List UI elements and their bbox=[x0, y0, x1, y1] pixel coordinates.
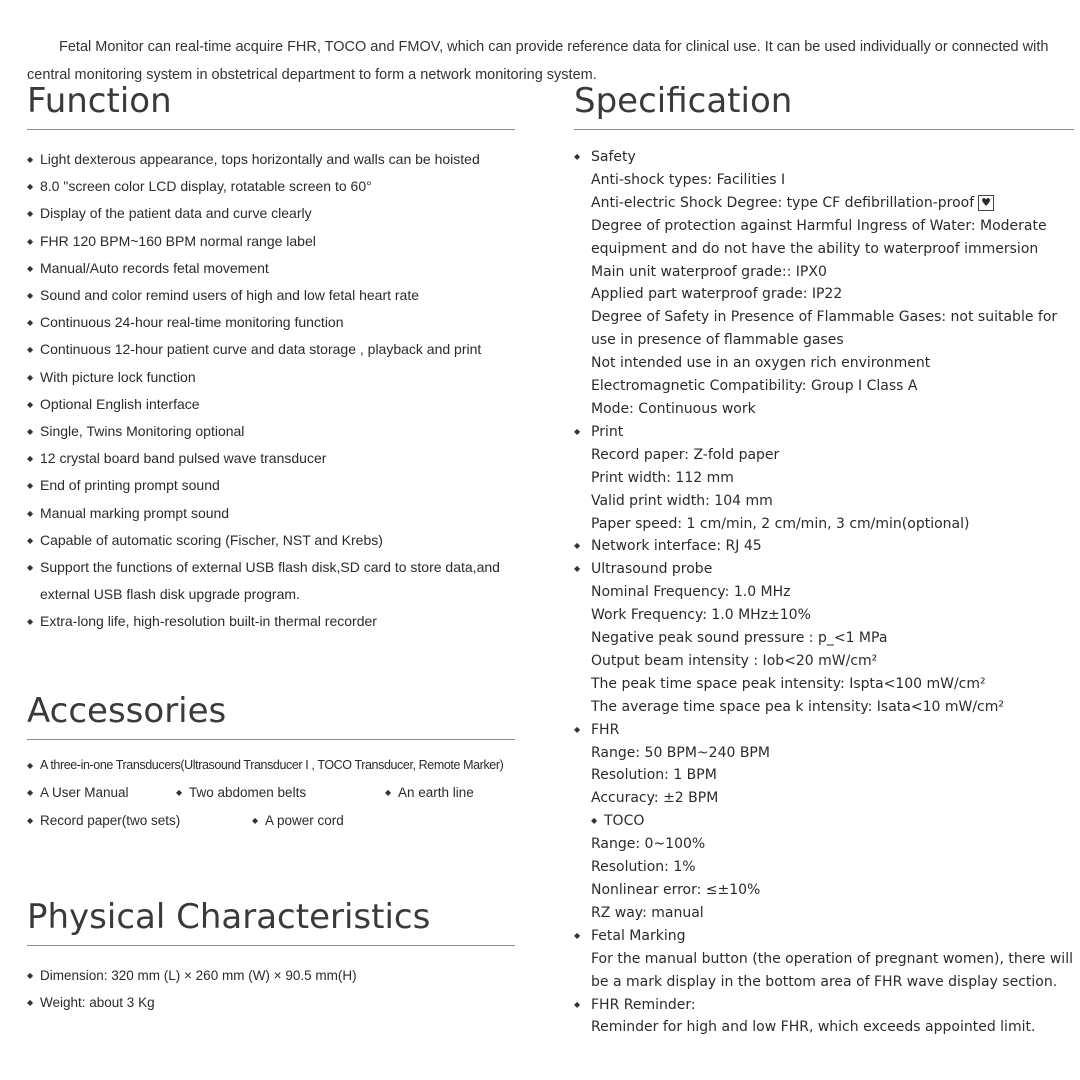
list-item: ◆ Continuous 24-hour real-time monitoring function bbox=[27, 309, 515, 336]
spec-line: Mode: Continuous work bbox=[591, 400, 756, 417]
spec-line-text: Anti-electric Shock Degree: type CF defibrillation-proof bbox=[591, 194, 975, 211]
specification-heading: Specification bbox=[574, 78, 1074, 130]
spec-line: Negative peak sound pressure : p_<1 MPa bbox=[591, 630, 888, 647]
spec-line: Paper speed: 1 cm/min, 2 cm/min, 3 cm/min(optional) bbox=[591, 515, 970, 532]
list-item: ◆ FHR 120 BPM~160 BPM normal range label bbox=[27, 228, 515, 255]
physical-list bbox=[27, 962, 515, 1016]
list-item: ◆ Display of the patient data and curve clearly bbox=[27, 200, 515, 227]
spec-line: The peak time space peak intensity: Ispta<100 mW/cm² bbox=[591, 675, 986, 692]
spec-line: Nonlinear error: ≤±10% bbox=[591, 882, 761, 898]
specification-list bbox=[574, 146, 1074, 1039]
spec-line: Anti-shock types: Facilities I bbox=[591, 171, 786, 188]
list-item: ◆ Manual marking prompt sound bbox=[27, 500, 515, 527]
list-item: ◆ Manual/Auto records fetal movement bbox=[27, 255, 515, 282]
spec-line: The average time space pea k intensity: Isata<10 mW/cm² bbox=[591, 698, 1004, 715]
spec-line: RZ way: manual bbox=[591, 904, 704, 921]
list-item: ◆ A three-in-one Transducers(Ultrasound Transducer I , TOCO Transducer, Remote Marker) bbox=[27, 752, 503, 780]
spec-line: Work Frequency: 1.0 MHz±10% bbox=[591, 607, 811, 624]
physical-heading: Physical Characteristics bbox=[27, 894, 515, 946]
spec-line: Print width: 112 mm bbox=[591, 469, 734, 486]
spec-line: Range: 50 BPM~240 BPM bbox=[591, 744, 770, 761]
list-item: ◆ Continuous 12-hour patient curve and data storage , playback and print bbox=[27, 336, 515, 363]
list-item: ◆ 12 crystal board band pulsed wave transducer bbox=[27, 445, 515, 472]
spec-toco-label: ◆ TOCO bbox=[574, 810, 1074, 833]
list-item: ◆ End of printing prompt sound bbox=[27, 472, 515, 499]
spec-line: Resolution: 1% bbox=[591, 859, 696, 876]
accessories-row bbox=[27, 779, 515, 807]
list-item: ◆ With picture lock function bbox=[27, 364, 515, 391]
list-item: ◆ 8.0 "screen color LCD display, rotatable screen to 60° bbox=[27, 173, 515, 200]
left-column bbox=[27, 78, 515, 1016]
spec-line: For the manual button (the operation of pregnant women), there will be a mark display in the bottom area of FHR wave display section. bbox=[591, 950, 1073, 990]
spec-line: Accuracy: ±2 BPM bbox=[591, 790, 719, 807]
list-item: ◆ Two abdomen belts bbox=[176, 779, 385, 807]
spec-safety-label: ◆ Safety bbox=[574, 146, 1074, 169]
list-item: ◆ Extra-long life, high-resolution built-in thermal recorder bbox=[27, 608, 515, 635]
accessories-heading: Accessories bbox=[27, 688, 515, 740]
spec-line: Resolution: 1 BPM bbox=[591, 767, 717, 784]
spec-line: Applied part waterproof grade: IP22 bbox=[591, 286, 843, 303]
accessories-list bbox=[27, 752, 515, 835]
list-item: ◆ Support the functions of external USB flash disk,SD card to store data,and external USB flash disk upgrade program. bbox=[27, 554, 515, 608]
spec-line bbox=[574, 192, 1074, 215]
spec-ultrasound-label: ◆ Ultrasound probe bbox=[574, 558, 1074, 581]
spec-line: Range: 0~100% bbox=[591, 836, 706, 853]
spec-line: Electromagnetic Compatibility: Group I Class A bbox=[591, 378, 918, 395]
spec-line: Not intended use in an oxygen rich environment bbox=[591, 355, 931, 372]
spec-line: Degree of protection against Harmful Ingress of Water: Moderate equipment and do not have the ability to waterproof immersion bbox=[591, 217, 1047, 257]
list-item: ◆ A power cord bbox=[252, 807, 344, 835]
list-item: ◆ Optional English interface bbox=[27, 391, 515, 418]
spec-line: Main unit waterproof grade:: IPX0 bbox=[591, 263, 827, 280]
heart-defib-icon: ♥ bbox=[978, 195, 994, 211]
list-item: ◆ Record paper(two sets) bbox=[27, 807, 252, 835]
accessories-row bbox=[27, 807, 515, 835]
spec-line: Valid print width: 104 mm bbox=[591, 492, 773, 509]
list-item: ◆ Dimension: 320 mm (L) × 260 mm (W) × 90.5 mm(H) bbox=[27, 962, 515, 989]
spec-network-label: ◆ Network interface: RJ 45 bbox=[574, 535, 1074, 558]
list-item: ◆ Single, Twins Monitoring optional bbox=[27, 418, 515, 445]
right-column bbox=[574, 78, 1074, 1039]
function-heading: Function bbox=[27, 78, 515, 130]
spec-fhr-label: ◆ FHR bbox=[574, 719, 1074, 742]
list-item: ◆ Capable of automatic scoring (Fischer, NST and Krebs) bbox=[27, 527, 515, 554]
spec-print-label: ◆ Print bbox=[574, 421, 1074, 444]
list-item: ◆ An earth line bbox=[385, 779, 474, 807]
spec-line: Output beam intensity : Iob<20 mW/cm² bbox=[591, 652, 878, 669]
list-item: ◆ Weight: about 3 Kg bbox=[27, 989, 515, 1016]
accessories-row bbox=[27, 752, 515, 780]
spec-line: Record paper: Z-fold paper bbox=[591, 446, 780, 463]
intro-paragraph: Fetal Monitor can real-time acquire FHR, TOCO and FMOV, which can provide reference data for clinical use. It can be used individually or connected with central monitoring system in obstetrical department to form a network monitoring system. bbox=[27, 38, 1049, 83]
spec-marking-label: ◆ Fetal Marking bbox=[574, 925, 1074, 948]
list-item: ◆ Sound and color remind users of high and low fetal heart rate bbox=[27, 282, 515, 309]
list-item: ◆ Light dexterous appearance, tops horizontally and walls can be hoisted bbox=[27, 146, 515, 173]
list-item: ◆ A User Manual bbox=[27, 779, 176, 807]
spec-reminder-label: ◆ FHR Reminder: bbox=[574, 994, 1074, 1017]
spec-line: Degree of Safety in Presence of Flammable Gases: not suitable for use in presence of flammable gases bbox=[591, 309, 1058, 349]
spec-line: Reminder for high and low FHR, which exceeds appointed limit. bbox=[591, 1019, 1036, 1036]
function-list bbox=[27, 146, 515, 636]
spec-line: Nominal Frequency: 1.0 MHz bbox=[591, 584, 791, 601]
